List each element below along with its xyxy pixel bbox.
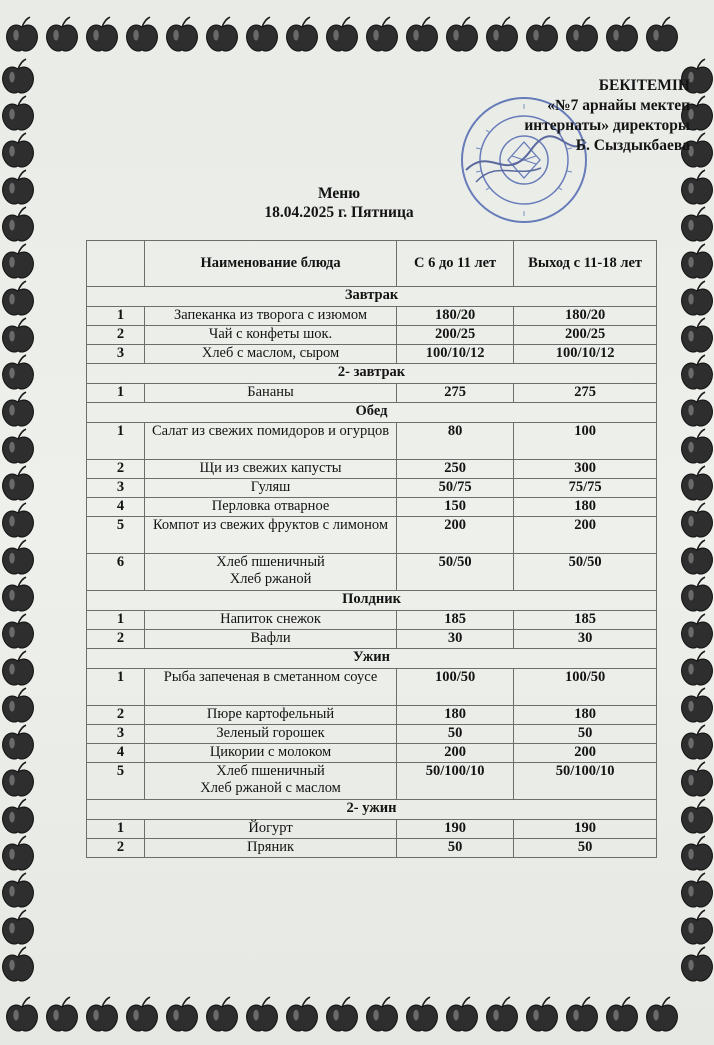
apple-border-icon [3, 762, 34, 796]
dish-name: Рыба запеченая в сметанном соусе [163, 669, 378, 685]
portion-age-6-11: 250 [396, 460, 513, 479]
table-row [87, 554, 657, 591]
portion-age-6-11: 30 [396, 630, 513, 649]
portion-age-11-18: 100/10/12 [514, 345, 657, 364]
apple-border-icon [682, 503, 713, 537]
table-row [87, 423, 657, 460]
portion-age-6-11: 50 [396, 725, 513, 744]
portion-age-11-18: 180 [514, 706, 657, 725]
table-row [87, 479, 657, 498]
apple-border-icon [567, 17, 598, 51]
portion-age-6-11: 50/75 [396, 479, 513, 498]
apple-border-icon [327, 17, 358, 51]
row-number: 2 [87, 460, 145, 479]
column-header-age-11-18: Выход с 11-18 лет [514, 241, 657, 287]
apple-border-icon [682, 281, 713, 315]
portion-age-6-11: 100/50 [396, 669, 513, 706]
table-row [87, 460, 657, 479]
dish-name-cell [145, 820, 397, 839]
apple-border-icon [3, 873, 34, 907]
row-number: 2 [87, 839, 145, 858]
apple-border-icon [3, 96, 34, 130]
dish-name-cell [145, 725, 397, 744]
section-title: Ужин [87, 649, 657, 669]
section-title: Полдник [87, 591, 657, 611]
portion-age-6-11: 80 [396, 423, 513, 460]
apple-border-icon [3, 799, 34, 833]
dish-name-cell [145, 498, 397, 517]
apple-border-icon [682, 651, 713, 685]
apple-border-icon [682, 466, 713, 500]
dish-name-cell [145, 669, 397, 706]
dish-name-cell [145, 630, 397, 649]
approval-block [390, 76, 690, 156]
apple-border-icon [407, 997, 438, 1031]
apple-border-icon [527, 997, 558, 1031]
row-number: 3 [87, 479, 145, 498]
apple-border-icon [682, 910, 713, 944]
portion-age-6-11: 275 [396, 384, 513, 403]
table-row [87, 630, 657, 649]
apple-border-icon [247, 997, 278, 1031]
table-row [87, 763, 657, 800]
row-number: 1 [87, 423, 145, 460]
apple-border-icon [7, 997, 38, 1031]
dish-name-cell [145, 307, 397, 326]
apple-border-icon [447, 997, 478, 1031]
table-row [87, 326, 657, 345]
portion-age-6-11: 100/10/12 [396, 345, 513, 364]
apple-border-icon [3, 725, 34, 759]
apple-border-icon [3, 503, 34, 537]
apple-border-icon [682, 392, 713, 426]
apple-border-icon [3, 836, 34, 870]
portion-age-6-11: 50/50 [396, 554, 513, 591]
dish-name-secondary: Хлеб ржаной [229, 571, 312, 587]
apple-border-icon [682, 244, 713, 278]
portion-age-11-18: 180/20 [514, 307, 657, 326]
apple-border-icon [327, 997, 358, 1031]
row-number: 1 [87, 307, 145, 326]
dish-name-cell [145, 611, 397, 630]
portion-age-6-11: 200/25 [396, 326, 513, 345]
portion-age-11-18: 300 [514, 460, 657, 479]
section-title: Обед [87, 403, 657, 423]
apple-border-icon [367, 997, 398, 1031]
apple-border-icon [47, 17, 78, 51]
table-row [87, 498, 657, 517]
apple-border-icon [682, 577, 713, 611]
portion-age-6-11: 200 [396, 744, 513, 763]
apple-border-icon [167, 997, 198, 1031]
apple-border-icon [607, 997, 638, 1031]
dish-name: Напиток снежок [220, 611, 321, 627]
portion-age-11-18: 180 [514, 498, 657, 517]
portion-age-11-18: 275 [514, 384, 657, 403]
dish-name: Чай с конфеты шок. [208, 326, 333, 342]
approval-line-3: интернаты» директоры [524, 117, 690, 134]
apple-border-icon [487, 997, 518, 1031]
portion-age-6-11: 185 [396, 611, 513, 630]
apple-border-icon [647, 997, 678, 1031]
row-number: 2 [87, 630, 145, 649]
dish-name-cell [145, 384, 397, 403]
apple-border-icon [3, 910, 34, 944]
apple-border-icon [447, 17, 478, 51]
apple-border-icon [682, 429, 713, 463]
portion-age-11-18: 50/100/10 [514, 763, 657, 800]
dish-name: Зеленый горошек [216, 725, 325, 741]
dish-name: Пряник [247, 839, 295, 855]
portion-age-11-18: 100/50 [514, 669, 657, 706]
apple-border-icon [167, 17, 198, 51]
apple-border-icon [47, 997, 78, 1031]
portion-age-6-11: 50/100/10 [396, 763, 513, 800]
page-subtitle: 18.04.2025 г. Пятница [264, 204, 414, 221]
apple-border-icon [682, 614, 713, 648]
portion-age-6-11: 180/20 [396, 307, 513, 326]
row-number: 3 [87, 345, 145, 364]
apple-border-icon [3, 947, 34, 981]
table-row [87, 611, 657, 630]
apple-border-icon [487, 17, 518, 51]
dish-name: Салат из свежих помидоров и огурцов [151, 423, 390, 439]
portion-age-6-11: 200 [396, 517, 513, 554]
apple-border-icon [682, 540, 713, 574]
portion-age-11-18: 100 [514, 423, 657, 460]
row-number: 1 [87, 384, 145, 403]
menu-table [86, 240, 657, 858]
dish-name: Бананы [247, 384, 294, 400]
row-number: 1 [87, 611, 145, 630]
dish-name-cell [145, 839, 397, 858]
section-title: 2- ужин [87, 800, 657, 820]
portion-age-11-18: 200 [514, 744, 657, 763]
portion-age-6-11: 150 [396, 498, 513, 517]
row-number: 1 [87, 669, 145, 706]
dish-name-cell [145, 345, 397, 364]
apple-border-icon [527, 17, 558, 51]
table-row [87, 517, 657, 554]
portion-age-11-18: 200 [514, 517, 657, 554]
table-row [87, 345, 657, 364]
apple-border-icon [7, 17, 38, 51]
apple-border-icon [87, 997, 118, 1031]
section-row [87, 800, 657, 820]
dish-name: Хлеб с маслом, сыром [201, 345, 340, 361]
apple-border-icon [3, 59, 34, 93]
dish-name: Щи из свежих капусты [199, 460, 342, 476]
dish-name-cell [145, 423, 397, 460]
dish-name: Вафли [250, 630, 291, 646]
section-row [87, 591, 657, 611]
dish-name: Пюре картофельный [206, 706, 335, 722]
apple-border-icon [127, 997, 158, 1031]
table-row [87, 669, 657, 706]
dish-name-cell [145, 744, 397, 763]
apple-border-icon [3, 540, 34, 574]
apple-border-icon [87, 17, 118, 51]
column-header-number [87, 241, 145, 287]
page-title: Меню [317, 185, 361, 202]
dish-name: Компот из свежих фруктов с лимоном [152, 517, 389, 533]
dish-name-cell [145, 479, 397, 498]
apple-border-icon [3, 133, 34, 167]
apple-border-icon [3, 466, 34, 500]
row-number: 1 [87, 820, 145, 839]
portion-age-6-11: 190 [396, 820, 513, 839]
dish-name: Запеканка из творога с изюмом [173, 307, 368, 323]
apple-border-icon [127, 17, 158, 51]
apple-border-icon [287, 997, 318, 1031]
section-title: 2- завтрак [87, 364, 657, 384]
apple-border-icon [682, 688, 713, 722]
apple-border-icon [247, 17, 278, 51]
column-header-dish: Наименование блюда [145, 241, 397, 287]
apple-border-icon [207, 997, 238, 1031]
table-row [87, 820, 657, 839]
row-number: 6 [87, 554, 145, 591]
apple-border-icon [607, 17, 638, 51]
table-row [87, 744, 657, 763]
dish-name-cell [145, 763, 397, 800]
table-row [87, 706, 657, 725]
apple-border-icon [3, 244, 34, 278]
row-number: 3 [87, 725, 145, 744]
apple-border-icon [682, 873, 713, 907]
dish-name: Цикории с молоком [209, 744, 332, 760]
apple-border-icon [682, 762, 713, 796]
approval-line-4: Б. Сыздыкбаева [575, 137, 690, 154]
row-number: 2 [87, 326, 145, 345]
section-row [87, 364, 657, 384]
portion-age-11-18: 185 [514, 611, 657, 630]
apple-border-icon [3, 429, 34, 463]
dish-name-cell [145, 517, 397, 554]
portion-age-6-11: 50 [396, 839, 513, 858]
apple-border-icon [3, 688, 34, 722]
apple-border-icon [682, 799, 713, 833]
table-row [87, 725, 657, 744]
dish-name-cell [145, 706, 397, 725]
apple-border-icon [682, 836, 713, 870]
table-row [87, 839, 657, 858]
apple-border-icon [3, 614, 34, 648]
apple-border-icon [3, 281, 34, 315]
table-row [87, 307, 657, 326]
apple-border-icon [3, 392, 34, 426]
apple-border-icon [407, 17, 438, 51]
dish-name: Хлеб пшеничный [216, 554, 325, 570]
dish-name: Хлеб пшеничный [216, 763, 325, 779]
apple-border-icon [682, 947, 713, 981]
apple-border-icon [682, 725, 713, 759]
apple-border-icon [682, 318, 713, 352]
table-header-row [87, 241, 657, 287]
apple-border-icon [647, 17, 678, 51]
portion-age-11-18: 50 [514, 839, 657, 858]
apple-border-icon [3, 318, 34, 352]
portion-age-11-18: 30 [514, 630, 657, 649]
dish-name-cell [145, 326, 397, 345]
row-number: 2 [87, 706, 145, 725]
dish-name-cell [145, 460, 397, 479]
dish-name: Гуляш [250, 479, 291, 495]
apple-border-icon [682, 355, 713, 389]
section-row [87, 649, 657, 669]
portion-age-11-18: 190 [514, 820, 657, 839]
portion-age-11-18: 50/50 [514, 554, 657, 591]
row-number: 5 [87, 763, 145, 800]
dish-name-cell [145, 554, 397, 591]
portion-age-11-18: 50 [514, 725, 657, 744]
portion-age-11-18: 200/25 [514, 326, 657, 345]
apple-border-icon [207, 17, 238, 51]
table-row [87, 384, 657, 403]
approval-line-2: «№7 арнайы мектеп [547, 97, 690, 114]
portion-age-6-11: 180 [396, 706, 513, 725]
apple-border-icon [3, 577, 34, 611]
dish-name: Перловка отварное [211, 498, 330, 514]
section-row [87, 403, 657, 423]
dish-name: Йогурт [248, 820, 293, 836]
row-number: 4 [87, 744, 145, 763]
dish-name-secondary: Хлеб ржаной с маслом [200, 780, 341, 796]
row-number: 5 [87, 517, 145, 554]
row-number: 4 [87, 498, 145, 517]
apple-border-icon [367, 17, 398, 51]
apple-border-icon [287, 17, 318, 51]
apple-border-icon [567, 997, 598, 1031]
column-header-age-6-11: С 6 до 11 лет [396, 241, 513, 287]
section-title: Завтрак [87, 287, 657, 307]
apple-border-icon [3, 355, 34, 389]
apple-border-icon [3, 651, 34, 685]
approval-line-1: БЕКІТЕМІН [598, 77, 690, 94]
section-row [87, 287, 657, 307]
portion-age-11-18: 75/75 [514, 479, 657, 498]
